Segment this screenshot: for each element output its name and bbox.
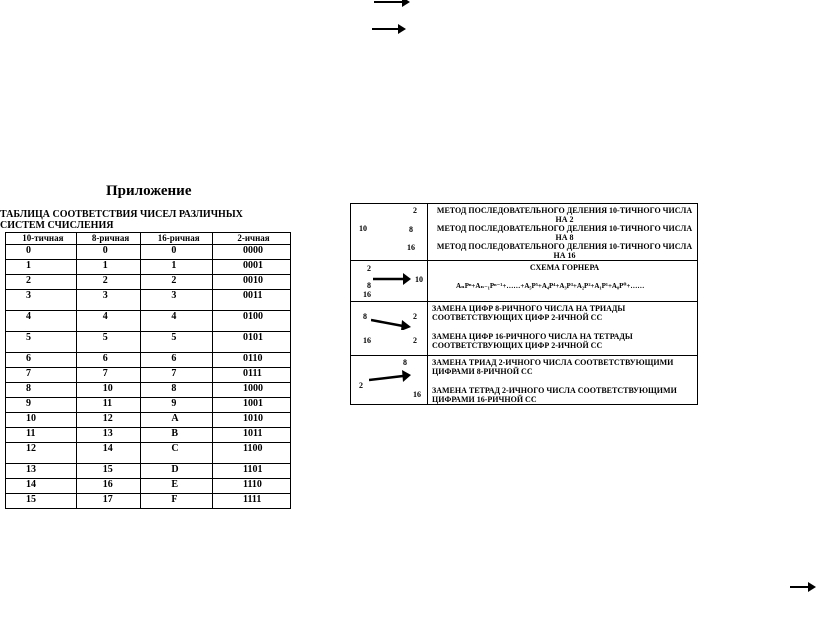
table-cell: 6 [76,353,141,368]
table-cell: 9 [141,398,213,413]
table-cell: A [141,413,213,428]
base-label: 2 [413,336,417,345]
table-cell: 0110 [213,353,291,368]
method-description: ЗАМЕНА ЦИФР 16-РИЧНОГО ЧИСЛА НА ТЕТРАДЫ СООТВЕТСТВУЮЩИХ ЦИФР 2-ИЧНОЙ СС [432,332,633,350]
table-cell: 1000 [213,383,291,398]
table-cell: 4 [141,311,213,332]
table-cell: 10 [76,383,141,398]
table-row [6,383,291,398]
method-row-division [351,204,698,261]
table-cell: 7 [76,368,141,383]
table-row [6,428,291,443]
base-label: 8 [363,312,367,321]
table-row [6,290,291,311]
method-description: МЕТОД ПОСЛЕДОВАТЕЛЬНОГО ДЕЛЕНИЯ 10-ТИЧНОГО ЧИСЛА НА 16 [436,242,693,260]
table-cell: 3 [141,290,213,311]
table-cell: E [141,479,213,494]
table-cell: 1101 [213,464,291,479]
table-cell: 0101 [213,332,291,353]
conversion-table-body [6,245,291,509]
base-label: 8 [409,225,413,234]
table-cell: 13 [76,428,141,443]
table-cell: 6 [141,353,213,368]
table-cell: C [141,443,213,464]
base-label: 8 [367,281,371,290]
table-row [6,494,291,509]
table-cell: 0010 [213,275,291,290]
table-cell: 9 [6,398,77,413]
conversion-methods-table [350,203,698,405]
table-cell: 5 [141,332,213,353]
table-row [6,479,291,494]
table-row [6,353,291,368]
table-cell: 8 [141,383,213,398]
table-cell: 0 [6,245,77,260]
base-label: 2 [413,206,417,215]
column-header: 8-ричная [76,233,141,245]
table-cell: 0000 [213,245,291,260]
table-cell: 1111 [213,494,291,509]
table-row [6,413,291,428]
arrow-icon [374,0,410,8]
table-cell: 1 [76,260,141,275]
table-row [6,332,291,353]
table-cell: 0 [76,245,141,260]
table-cell: 10 [6,413,77,428]
column-header: 10-тичная [6,233,77,245]
table-cell: 5 [76,332,141,353]
table-cell: 6 [6,353,77,368]
method-description: МЕТОД ПОСЛЕДОВАТЕЛЬНОГО ДЕЛЕНИЯ 10-ТИЧНОГО ЧИСЛА НА 8 [436,224,693,242]
table-cell: 3 [76,290,141,311]
table-cell: 1 [6,260,77,275]
base-label: 2 [413,312,417,321]
table-row [6,443,291,464]
table-cell: 3 [6,290,77,311]
table-cell: 15 [76,464,141,479]
table-row [6,275,291,290]
column-header: 2-ичная [213,233,291,245]
table-cell: 1011 [213,428,291,443]
base-label: 8 [403,358,407,367]
method-description: МЕТОД ПОСЛЕДОВАТЕЛЬНОГО ДЕЛЕНИЯ 10-ТИЧНОГО ЧИСЛА НА 2 [436,206,693,224]
table-cell: 8 [6,383,77,398]
table-row [6,245,291,260]
table-cell: F [141,494,213,509]
table-row [6,368,291,383]
table-cell: 4 [6,311,77,332]
method-row-replace-groups [351,356,698,405]
table-cell: 1010 [213,413,291,428]
method-description: ЗАМЕНА ТРИАД 2-ИЧНОГО ЧИСЛА СООТВЕТСТВУЮЩИМИ ЦИФРАМИ 8-РИЧНОЙ СС [432,358,674,376]
table-cell: 0100 [213,311,291,332]
method-description: ЗАМЕНА ЦИФР 8-РИЧНОГО ЧИСЛА НА ТРИАДЫ СООТВЕТСТВУЮЩИХ ЦИФР 2-ИЧНОЙ СС [432,304,626,322]
table-cell: 2 [76,275,141,290]
table-cell: 1110 [213,479,291,494]
horner-formula: AₙPⁿ+Aₙ₋₁Pⁿ⁻¹+……+A₅P⁵+A₄P⁴+A₃P³+A₂P²+A₁P¹+A₀P⁰+…… [456,282,645,290]
table-cell: 2 [6,275,77,290]
table-cell: 4 [76,311,141,332]
method-description: ЗАМЕНА ТЕТРАД 2-ИЧНОГО ЧИСЛА СООТВЕТСТВУЮЩИМИ ЦИФРАМИ 16-РИЧНОЙ СС [432,386,677,404]
base-label: 2 [367,264,371,273]
table-cell: 13 [6,464,77,479]
table-cell: D [141,464,213,479]
table-cell: 14 [76,443,141,464]
base-label: 16 [407,243,415,252]
table-cell: 16 [76,479,141,494]
page-heading: Приложение [106,183,192,199]
base-label: 10 [415,275,423,284]
table-row [6,398,291,413]
base-label: 16 [413,390,421,399]
table-cell: 7 [6,368,77,383]
table-header-row [6,233,291,245]
table-row [6,464,291,479]
method-row-horner [351,261,698,302]
table-cell: 5 [6,332,77,353]
column-header: 16-ричная [141,233,213,245]
table-cell: 11 [76,398,141,413]
table-cell: 1 [141,260,213,275]
table-cell: 15 [6,494,77,509]
table-cell: 2 [141,275,213,290]
table-cell: 12 [6,443,77,464]
table-cell: 17 [76,494,141,509]
method-row-replace-digits [351,302,698,356]
arrow-icon [373,273,411,285]
table-row [6,311,291,332]
arrow-icon [369,370,411,384]
table-cell: B [141,428,213,443]
table-cell: 0011 [213,290,291,311]
base-label: 10 [359,224,367,233]
table-cell: 7 [141,368,213,383]
table-cell: 0 [141,245,213,260]
table-caption: ТАБЛИЦА СООТВЕТСТВИЯ ЧИСЕЛ РАЗЛИЧНЫХ СИСТЕМ СЧИСЛЕНИЯ [0,209,243,231]
arrow-icon [372,23,406,35]
base-label: 16 [363,290,371,299]
table-cell: 0001 [213,260,291,275]
base-label: 16 [363,336,371,345]
table-cell: 12 [76,413,141,428]
conversion-table [5,232,291,509]
method-title: СХЕМА ГОРНЕРА [529,263,600,272]
table-cell: 11 [6,428,77,443]
table-row [6,260,291,275]
base-label: 2 [359,381,363,390]
table-cell: 14 [6,479,77,494]
table-cell: 1001 [213,398,291,413]
table-cell: 1100 [213,443,291,464]
table-cell: 0111 [213,368,291,383]
arrow-icon [371,316,411,330]
arrow-icon [790,581,816,593]
